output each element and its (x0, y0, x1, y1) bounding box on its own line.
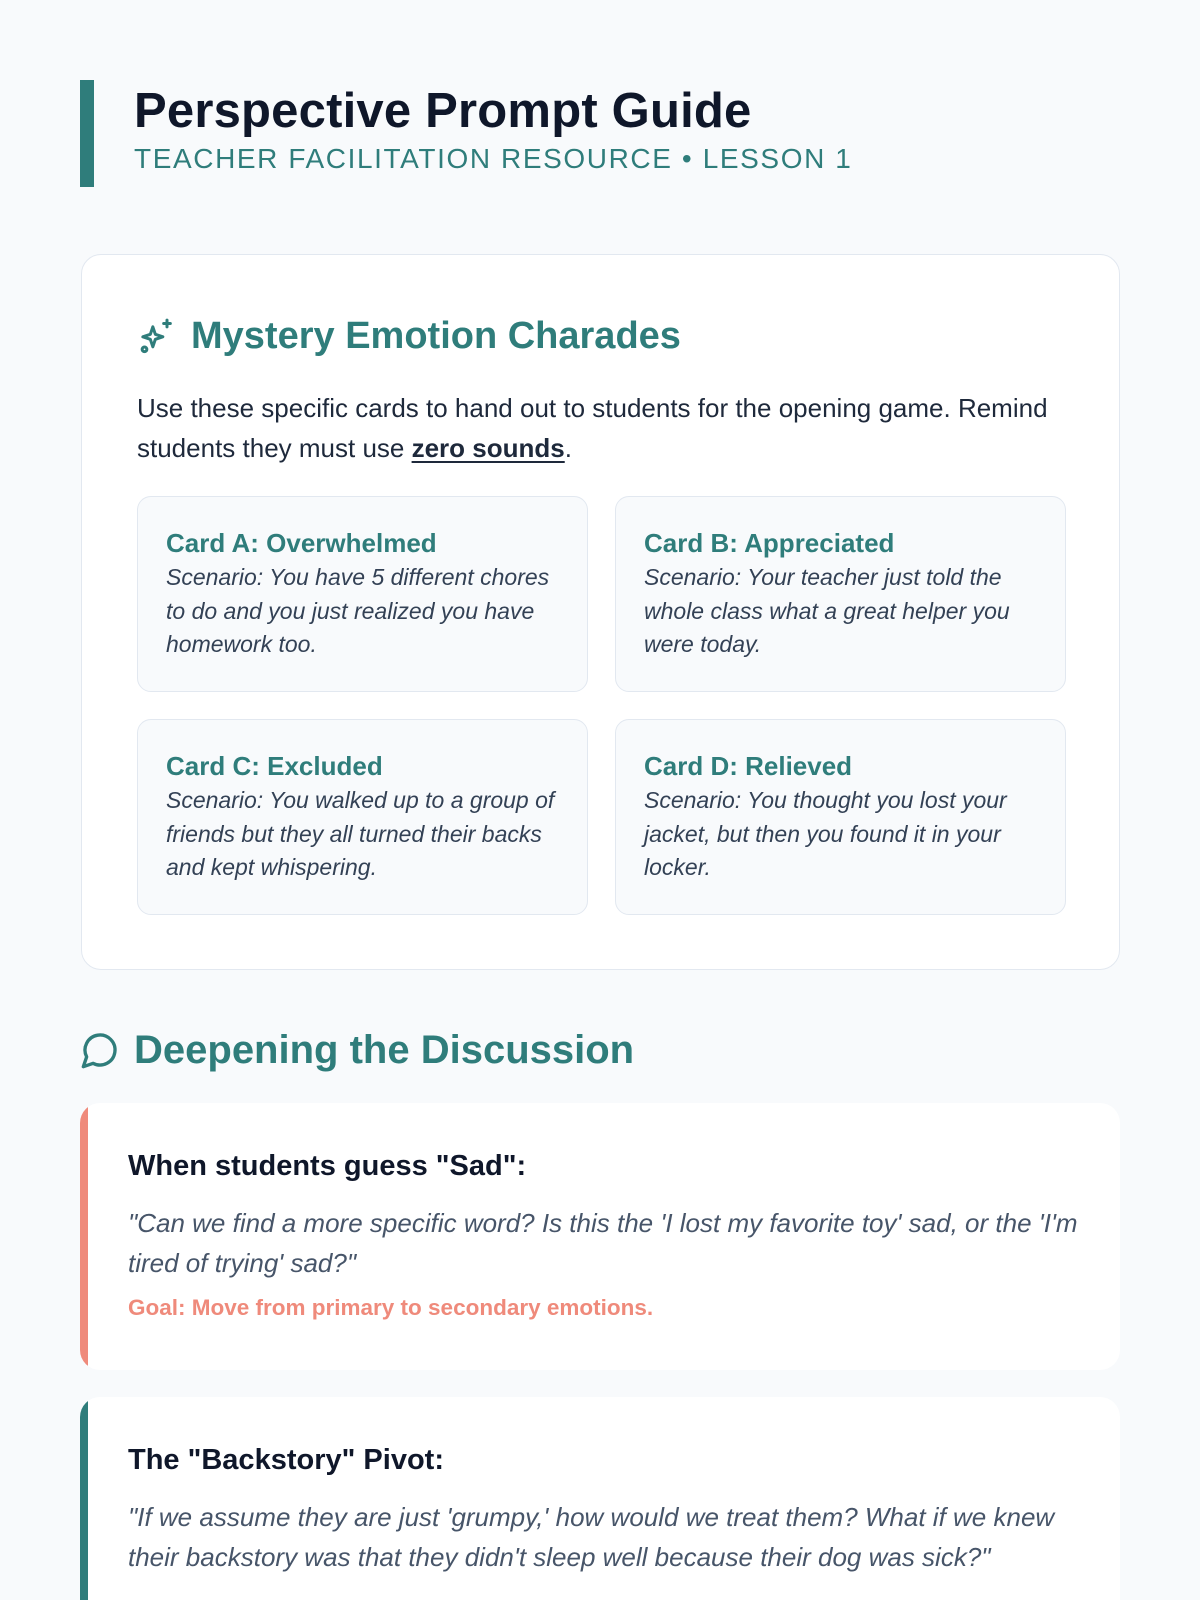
discussion-heading (80, 1026, 634, 1074)
emotion-card-d (615, 719, 1066, 915)
zero-sounds-emphasis: zero sounds (411, 433, 565, 463)
emotion-card-scenario: Scenario: You walked up to a group of friends but they all turned their backs and kept whispering. (166, 787, 555, 880)
emotion-card-scenario: Scenario: You have 5 different chores to do and you just realized you have homework too. (166, 564, 550, 657)
description-text: Use these specific cards to hand out to students for the opening game. Remind students they must use (137, 393, 1048, 463)
charades-description (137, 388, 1067, 468)
emotion-card-title: Card D: Relieved (644, 751, 853, 781)
charades-title: Mystery Emotion Charades (191, 315, 681, 357)
emotion-card-scenario: Scenario: You thought you lost your jacket, but then you found it in your locker. (644, 787, 1007, 880)
emotion-card-title: Card A: Overwhelmed (166, 528, 437, 558)
emotion-card-a (137, 496, 588, 692)
prompt-quote: "Can we find a more specific word? Is this the 'I lost my favorite toy' sad, or the 'I'm tired of trying' sad?" (128, 1208, 1078, 1278)
charades-card (81, 254, 1120, 970)
emotion-card-title: Card C: Excluded (166, 751, 383, 781)
prompt-quote: "If we assume they are just 'grumpy,' how would we treat them? What if we knew their backstory was that they didn't sleep well because their dog was sick?" (128, 1502, 1055, 1572)
emotion-card-c (137, 719, 588, 915)
message-circle-icon (80, 1030, 120, 1070)
page-subtitle: TEACHER FACILITATION RESOURCE • LESSON 1 (134, 143, 853, 174)
charades-heading (137, 313, 681, 359)
prompt-card-backstory (80, 1397, 1120, 1600)
prompt-card-sad (80, 1103, 1120, 1370)
prompt-accent-bar (80, 1397, 88, 1600)
header-accent-bar (80, 80, 94, 187)
page-header (80, 80, 1120, 187)
emotion-card-b (615, 496, 1066, 692)
sparkles-icon (137, 316, 177, 356)
discussion-title: Deepening the Discussion (134, 1028, 635, 1072)
prompt-title: When students guess "Sad": (128, 1150, 527, 1182)
prompt-title: The "Backstory" Pivot: (128, 1444, 444, 1476)
description-end: . (564, 433, 572, 463)
emotion-card-scenario: Scenario: Your teacher just told the whole class what a great helper you were today. (644, 564, 1010, 657)
prompt-goal: Goal: Move from primary to secondary emotions. (128, 1295, 654, 1320)
prompt-accent-bar (80, 1103, 88, 1370)
page-title: Perspective Prompt Guide (134, 84, 752, 138)
emotion-card-title: Card B: Appreciated (644, 528, 895, 558)
